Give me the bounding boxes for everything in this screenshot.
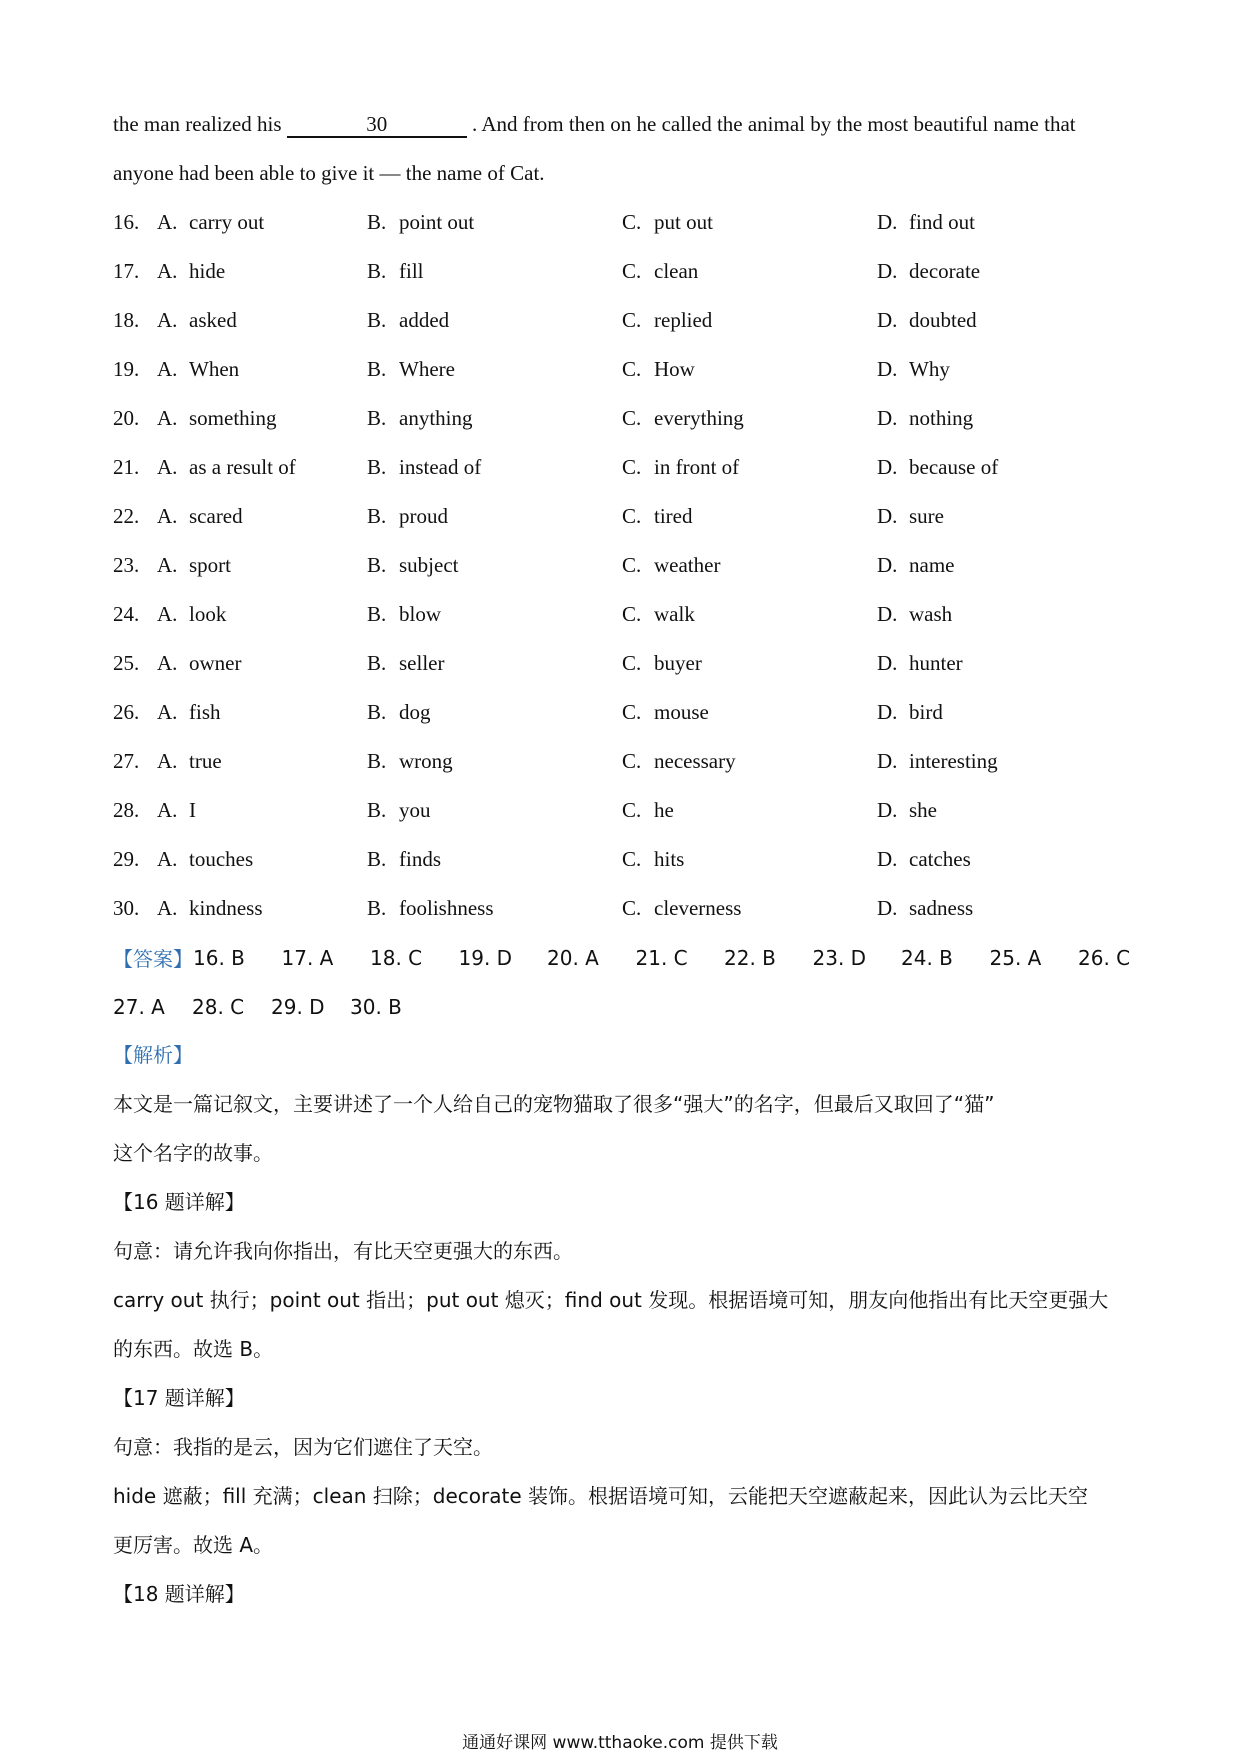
option-c [622,357,877,382]
option-b [367,847,622,872]
option-letter: C. [622,749,642,773]
option-letter: D. [877,651,898,675]
question-number: 30. [113,896,140,920]
question-row [113,345,1133,394]
option-letter: A. [157,798,178,822]
option-text: tired [654,504,693,528]
option-a [157,700,367,725]
answer-row-1 [113,933,1133,982]
option-letter: C. [622,651,642,675]
option-letter: A. [157,504,178,528]
question-row [113,394,1133,443]
option-a [157,210,367,235]
option-text: you [399,798,431,822]
option-text: How [654,357,695,381]
option-c [622,651,877,676]
option-text: Why [909,357,950,381]
question-row [113,835,1133,884]
passage-text-after: . And from then on he called the animal by the most beautiful name that [466,112,1076,136]
option-c [622,455,877,480]
option-a [157,798,367,823]
option-a [157,357,367,382]
option-d [877,798,937,823]
option-letter: C. [622,259,642,283]
question-row [113,688,1133,737]
option-d [877,210,975,235]
option-b [367,308,622,333]
option-text: look [189,602,227,626]
option-d [877,847,971,872]
option-letter: C. [622,504,642,528]
question-list [113,198,1133,933]
option-c [622,896,877,921]
option-letter: B. [367,749,387,773]
option-letter: D. [877,406,898,430]
option-b [367,406,622,431]
q16-heading: 【16 题详解】 [113,1190,245,1214]
option-text: scared [189,504,243,528]
option-c [622,749,877,774]
option-text: mouse [654,700,709,724]
option-b [367,210,622,235]
q17-explanation-1: hide 遮蔽；fill 充满；clean 扫除；decorate 装饰。根据语境可知，云能把天空遮蔽起来，因此认为云比天空 [113,1484,1089,1508]
option-d [877,896,973,921]
option-text: necessary [654,749,736,773]
option-text: in front of [654,455,740,479]
answer-item: 27. A [113,994,165,1019]
question-number: 17. [113,259,140,283]
option-text: wrong [399,749,453,773]
option-letter: D. [877,798,898,822]
option-letter: B. [367,700,387,724]
option-letter: B. [367,504,387,528]
option-d [877,406,973,431]
option-b [367,504,622,529]
option-b [367,602,622,627]
option-text: dog [399,700,431,724]
option-d [877,700,943,725]
option-letter: D. [877,553,898,577]
option-text: doubted [909,308,977,332]
question-number: 21. [113,455,140,479]
option-b [367,749,622,774]
question-row [113,786,1133,835]
option-letter: D. [877,504,898,528]
answer-items-1 [193,946,1130,970]
option-letter: B. [367,651,387,675]
option-letter: B. [367,602,387,626]
option-letter: D. [877,847,898,871]
option-c [622,798,877,823]
question-number: 23. [113,553,140,577]
answer-item: 16. B [193,945,245,970]
option-text: she [909,798,937,822]
option-letter: C. [622,455,642,479]
option-b [367,700,622,725]
option-text: owner [189,651,242,675]
option-text: anything [399,406,473,430]
option-text: seller [399,651,445,675]
answer-item: 22. B [724,945,776,970]
option-text: name [909,553,955,577]
option-c [622,308,877,333]
option-text: find out [909,210,975,234]
option-a [157,651,367,676]
option-letter: B. [367,896,387,920]
option-text: blow [399,602,441,626]
answer-item: 28. C [192,994,245,1019]
option-text: hits [654,847,685,871]
answer-item: 17. A [281,945,334,970]
question-row [113,198,1133,247]
question-number: 24. [113,602,140,626]
option-text: added [399,308,450,332]
option-text: hide [189,259,226,283]
option-letter: B. [367,798,387,822]
question-number: 29. [113,847,140,871]
question-number: 16. [113,210,140,234]
option-letter: A. [157,651,178,675]
option-letter: C. [622,210,642,234]
option-letter: A. [157,357,178,381]
option-letter: D. [877,602,898,626]
option-text: Where [399,357,455,381]
option-letter: A. [157,700,178,724]
option-b [367,357,622,382]
answer-item: 26. C [1078,945,1131,970]
question-number: 22. [113,504,140,528]
passage-text-before: the man realized his [113,112,287,136]
option-a [157,896,367,921]
option-letter: B. [367,210,387,234]
question-row [113,541,1133,590]
option-text: replied [654,308,713,332]
option-text: interesting [909,749,998,773]
option-letter: C. [622,357,642,381]
question-row [113,737,1133,786]
option-text: buyer [654,651,702,675]
option-text: asked [189,308,237,332]
option-d [877,308,977,333]
option-text: catches [909,847,971,871]
option-letter: D. [877,896,898,920]
option-text: weather [654,553,721,577]
option-letter: B. [367,847,387,871]
option-letter: C. [622,847,642,871]
option-c [622,602,877,627]
option-letter: C. [622,798,642,822]
option-c [622,847,877,872]
answer-tag: 【答案】 [113,947,193,971]
option-letter: A. [157,553,178,577]
option-text: touches [189,847,254,871]
option-letter: D. [877,749,898,773]
option-a [157,847,367,872]
option-text: as a result of [189,455,296,479]
analysis-summary-2: 这个名字的故事。 [113,1141,273,1165]
answer-item: 21. C [635,945,688,970]
question-number: 18. [113,308,140,332]
option-d [877,259,980,284]
option-text: because of [909,455,999,479]
question-row [113,884,1133,933]
option-letter: D. [877,357,898,381]
answer-blank: 30 [287,112,467,138]
option-a [157,602,367,627]
option-a [157,553,367,578]
option-b [367,798,622,823]
option-b [367,259,622,284]
q16-explanation-2: 的东西。故选 B。 [113,1337,274,1361]
option-letter: C. [622,602,642,626]
option-text: bird [909,700,943,724]
q17-heading: 【17 题详解】 [113,1386,245,1410]
passage-line-1 [113,100,1133,149]
option-d [877,749,998,774]
option-letter: C. [622,700,642,724]
question-number: 20. [113,406,140,430]
option-text: sport [189,553,231,577]
option-letter: C. [622,308,642,332]
answer-item: 20. A [547,945,599,970]
passage-line-2: anyone had been able to give it — the name of Cat. [113,161,545,185]
option-letter: C. [622,896,642,920]
option-letter: A. [157,455,178,479]
option-c [622,700,877,725]
question-row [113,443,1133,492]
question-number: 26. [113,700,140,724]
option-a [157,455,367,480]
option-letter: B. [367,259,387,283]
option-a [157,259,367,284]
option-text: When [189,357,240,381]
option-letter: B. [367,357,387,381]
question-row [113,296,1133,345]
question-row [113,492,1133,541]
document-page [113,100,1133,1619]
answer-item: 19. D [458,945,513,970]
option-text: hunter [909,651,963,675]
option-letter: D. [877,700,898,724]
answer-item: 18. C [370,945,423,970]
option-letter: D. [877,259,898,283]
option-text: fill [399,259,424,283]
option-text: nothing [909,406,974,430]
option-d [877,357,950,382]
q17-explanation-2: 更厉害。故选 A。 [113,1533,274,1557]
option-text: instead of [399,455,482,479]
question-row [113,247,1133,296]
option-text: put out [654,210,713,234]
option-letter: A. [157,847,178,871]
option-c [622,504,877,529]
option-letter: A. [157,749,178,773]
question-number: 25. [113,651,140,675]
answer-item: 30. B [350,994,402,1019]
option-text: foolishness [399,896,494,920]
q16-meaning: 句意：请允许我向你指出，有比天空更强大的东西。 [113,1239,573,1263]
option-d [877,553,954,578]
question-row [113,590,1133,639]
question-number: 27. [113,749,140,773]
option-c [622,553,877,578]
question-number: 28. [113,798,140,822]
option-text: sadness [909,896,974,920]
option-text: clean [654,259,699,283]
option-b [367,455,622,480]
option-letter: A. [157,308,178,332]
option-a [157,749,367,774]
page-footer: 通通好课网 www.tthaoke.com 提供下载 [462,1733,778,1753]
option-d [877,602,952,627]
analysis-summary-1: 本文是一篇记叙文，主要讲述了一个人给自己的宠物猫取了很多“强大”的名字，但最后又取回了“猫” [113,1092,995,1116]
q17-meaning: 句意：我指的是云，因为它们遮住了天空。 [113,1435,493,1459]
option-letter: D. [877,455,898,479]
option-letter: B. [367,455,387,479]
answer-item: 24. B [901,945,953,970]
option-d [877,651,963,676]
option-d [877,504,944,529]
option-letter: A. [157,602,178,626]
option-text: cleverness [654,896,742,920]
option-text: everything [654,406,744,430]
option-letter: A. [157,406,178,430]
option-text: something [189,406,277,430]
answer-item: 23. D [812,945,867,970]
option-text: carry out [189,210,265,234]
option-b [367,553,622,578]
option-letter: C. [622,553,642,577]
answer-item: 29. D [271,994,325,1019]
question-row [113,639,1133,688]
option-letter: A. [157,210,178,234]
option-b [367,896,622,921]
option-d [877,455,998,480]
option-text: finds [399,847,441,871]
option-c [622,210,877,235]
option-text: decorate [909,259,981,283]
question-number: 19. [113,357,140,381]
option-c [622,406,877,431]
option-text: subject [399,553,459,577]
option-letter: D. [877,210,898,234]
option-text: fish [189,700,221,724]
option-letter: B. [367,553,387,577]
analysis-tag: 【解析】 [113,1043,193,1067]
option-letter: A. [157,259,178,283]
option-text: proud [399,504,448,528]
option-letter: A. [157,896,178,920]
option-a [157,308,367,333]
option-a [157,406,367,431]
option-text: kindness [189,896,263,920]
answer-item: 25. A [989,945,1042,970]
option-text: true [189,749,222,773]
option-letter: B. [367,406,387,430]
option-a [157,504,367,529]
option-text: wash [909,602,953,626]
option-text: sure [909,504,944,528]
option-letter: D. [877,308,898,332]
option-letter: C. [622,406,642,430]
option-letter: B. [367,308,387,332]
option-text: walk [654,602,695,626]
option-b [367,651,622,676]
q16-explanation-1: carry out 执行；point out 指出；put out 熄灭；find out 发现。根据语境可知，朋友向他指出有比天空更强大 [113,1288,1109,1312]
option-text: I [189,798,196,822]
option-text: he [654,798,674,822]
option-text: point out [399,210,475,234]
option-c [622,259,877,284]
q18-heading: 【18 题详解】 [113,1582,245,1606]
answer-row-2 [113,982,1133,1031]
